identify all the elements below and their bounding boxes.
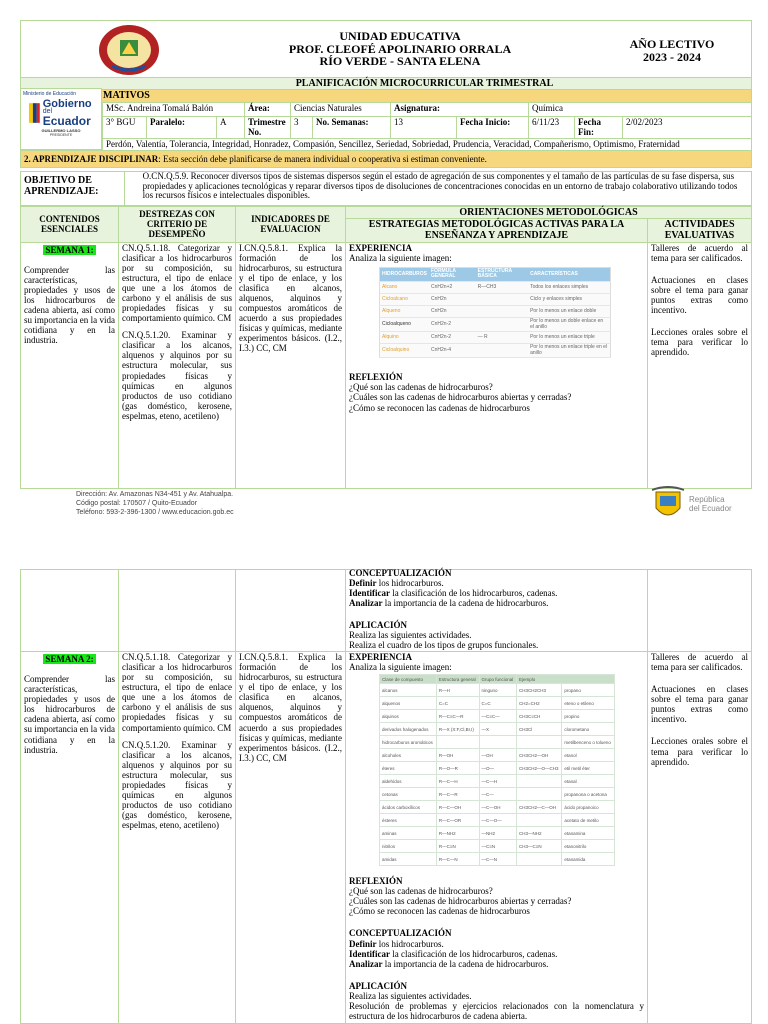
ministry-top: Ministerio de Educación bbox=[23, 91, 77, 97]
image-table-cell: etanonitrilo bbox=[562, 840, 615, 853]
school-logo bbox=[98, 24, 160, 76]
week2-strategies-cell bbox=[346, 652, 648, 1024]
image-table-header: HIDROCARBUROS bbox=[380, 267, 430, 281]
image-table-cell: C=C bbox=[436, 697, 479, 710]
footer-line: Dirección: Av. Amazonas N34-451 y Av. Atahualpa. bbox=[76, 491, 234, 498]
image-table-cell bbox=[479, 736, 517, 749]
activity-2: Actuaciones en clases sobre el tema para ganar puntos extras como incentivo. bbox=[651, 684, 748, 725]
image-table-cell: CH3CH2—OH bbox=[517, 749, 562, 762]
image-table-cell: hidrocarburos aromáticos bbox=[380, 736, 437, 749]
col-strategies: ESTRATEGIAS METODOLÓGICAS ACTIVAS PARA LA ENSEÑANZA Y APRENDIZAJE bbox=[346, 219, 648, 242]
image-table-cell: CH3—NH2 bbox=[517, 827, 562, 840]
image-table-row bbox=[380, 749, 615, 762]
week2-skills-cell bbox=[119, 652, 236, 1024]
image-table-cell: etanal bbox=[562, 775, 615, 788]
image-table-cell: CnH2n+2 bbox=[429, 281, 476, 293]
objective-label: OBJETIVO DE APRENDIZAJE: bbox=[21, 172, 125, 206]
reflection-q3: ¿Cómo se reconocen las cadenas de hidrocarburos bbox=[349, 402, 530, 413]
image-table-cell: propino bbox=[562, 710, 615, 723]
year-value: 2023 - 2024 bbox=[643, 49, 701, 64]
image-table-row bbox=[380, 710, 615, 723]
institution-line: RÍO VERDE - SANTA ELENA bbox=[319, 54, 481, 69]
ecuador-shield-icon bbox=[650, 486, 686, 524]
image-table-cell bbox=[476, 344, 528, 358]
empty-cell bbox=[236, 570, 346, 652]
image-table-cell: Cicloalquino bbox=[380, 344, 430, 358]
image-table-cell bbox=[517, 814, 562, 827]
image-table-cell: —C— bbox=[479, 788, 517, 801]
image-table-cell: Por lo menos un enlace triple bbox=[528, 332, 610, 344]
image-table-cell bbox=[436, 736, 479, 749]
image-table-cell: R—OH bbox=[436, 749, 479, 762]
area-value: Ciencias Naturales bbox=[291, 103, 391, 117]
activity-1: Talleres de acuerdo al tema para ser calificados. bbox=[651, 242, 748, 263]
image-table-cell: Por lo menos un doble enlace en el anillo bbox=[528, 317, 610, 331]
image-table-cell: CH3C≡CH bbox=[517, 710, 562, 723]
plan-table-3 bbox=[20, 569, 752, 1024]
image-table-row bbox=[380, 697, 615, 710]
image-table-cell bbox=[517, 736, 562, 749]
image-table-header: CARACTERÍSTICAS bbox=[528, 267, 610, 281]
image-table-cell: etil metil éter bbox=[562, 762, 615, 775]
week1-activities-cell bbox=[648, 242, 752, 488]
image-table-cell bbox=[517, 853, 562, 866]
quarter-value: 3 bbox=[291, 117, 313, 139]
week1-skills-cell bbox=[119, 242, 236, 488]
subject-value: Química bbox=[529, 103, 752, 117]
functional-groups-image bbox=[379, 674, 615, 866]
week1-indicator: I.CN.Q.5.8.1. Explica la formación de los hidrocarburos, su estructura y el tipo de enlace, y los clasifica en alcanos, alquenos, alquinos y compuestos aromáticos de acuerdo a sus propiedades físicas y químicas, mediante experimentos básicos. (I.2., I.3.) CC, CM bbox=[236, 242, 346, 488]
image-table-row bbox=[380, 814, 615, 827]
reflection-q2: ¿Cuáles son las cadenas de hidrocarburos abiertas y cerradas? bbox=[349, 392, 572, 403]
conceptualization-label: CONCEPTUALIZACIÓN bbox=[349, 568, 452, 578]
footer-line: Código postal: 170507 / Quito-Ecuador bbox=[76, 499, 198, 507]
reflection-q3: ¿Cómo se reconocen las cadenas de hidrocarburos bbox=[349, 906, 530, 917]
image-table-row bbox=[380, 684, 615, 697]
image-table-cell: alcanos bbox=[380, 684, 437, 697]
image-table-header: ESTRUCTURA BÁSICA bbox=[476, 267, 528, 281]
plan-table-2 bbox=[20, 171, 752, 489]
image-table-cell: Alquino bbox=[380, 332, 430, 344]
image-table-cell: aminas bbox=[380, 827, 437, 840]
ecuador-text: Ecuador bbox=[42, 114, 91, 129]
image-table-cell: clorometano bbox=[562, 723, 615, 736]
image-table-cell: R—C≡N bbox=[436, 840, 479, 853]
image-table-cell: CH3—C≡N bbox=[517, 840, 562, 853]
define-text: los hidrocarburos. bbox=[376, 938, 444, 949]
image-table-cell: Cicloalcano bbox=[380, 293, 430, 305]
image-table-cell: —X bbox=[479, 723, 517, 736]
image-table-cell: alcoholes bbox=[380, 749, 437, 762]
conceptualization-label: CONCEPTUALIZACIÓN bbox=[349, 928, 452, 939]
image-table-cell: eteno o etileno bbox=[562, 697, 615, 710]
ministry-logo bbox=[20, 88, 102, 150]
institution-name bbox=[250, 30, 550, 68]
image-table-cell: ninguno bbox=[479, 684, 517, 697]
teacher-name: MSc. Andreina Tomalá Balón bbox=[103, 103, 245, 117]
analyze-bold: Analizar bbox=[349, 958, 383, 969]
application-line: Resolución de problemas y ejercicios relacionados con la nomenclatura y estructura de los hidrocarburos de cadena abierta. bbox=[349, 1000, 644, 1022]
analyze-text: la importancia de la cadena de hidrocarburos. bbox=[382, 598, 549, 609]
plan-table-1 bbox=[20, 77, 752, 168]
ecuador-flag-icon bbox=[27, 101, 41, 125]
image-table-cell: etanamina bbox=[562, 827, 615, 840]
image-table-cell: R—C—OR bbox=[436, 814, 479, 827]
image-table-cell: R—C—OH bbox=[436, 801, 479, 814]
col-orientations: ORIENTACIONES METODOLÓGICAS bbox=[346, 207, 752, 219]
define-bold: Definir bbox=[349, 938, 377, 949]
image-table-cell bbox=[476, 293, 528, 305]
page-title: PLANIFICACIÓN MICROCURRICULAR TRIMESTRAL bbox=[21, 78, 752, 90]
application-line: Realiza las siguientes actividades. bbox=[349, 990, 472, 1001]
experience-text: Analiza la siguiente imagen: bbox=[349, 252, 452, 263]
image-table-cell: metilbenceno o tolueno bbox=[562, 736, 615, 749]
image-table-row bbox=[380, 317, 611, 331]
empty-cell bbox=[648, 570, 752, 652]
image-table-row bbox=[380, 344, 611, 358]
image-table-header: Estructura general bbox=[436, 675, 479, 684]
image-table-cell: alquinos bbox=[380, 710, 437, 723]
activity-1: Talleres de acuerdo al tema para ser calificados. bbox=[651, 652, 748, 673]
reflection-label: REFLEXIÓN bbox=[349, 372, 403, 383]
image-table-cell: —C—N bbox=[479, 853, 517, 866]
image-table-cell: R—H bbox=[436, 684, 479, 697]
image-table-cell: —C—H bbox=[479, 775, 517, 788]
image-table-row bbox=[380, 332, 611, 344]
image-table-row bbox=[380, 281, 611, 293]
image-table-cell: propano bbox=[562, 684, 615, 697]
image-table-cell: cetonas bbox=[380, 788, 437, 801]
image-table-cell: R—X (X:F,Cl,Br,I) bbox=[436, 723, 479, 736]
experience-label: EXPERIENCIA bbox=[349, 652, 413, 662]
identify-bold: Identificar bbox=[349, 588, 390, 599]
quarter-label: Trimestre No. bbox=[245, 117, 291, 139]
reflection-q2: ¿Cuáles son las cadenas de hidrocarburos abiertas y cerradas? bbox=[349, 896, 572, 907]
experience-label: EXPERIENCIA bbox=[349, 242, 413, 253]
image-table-cell bbox=[517, 775, 562, 788]
institution-line: PROF. CLEOFÉ APOLINARIO ORRALA bbox=[288, 41, 512, 56]
image-table-cell: R—CH3 bbox=[476, 281, 528, 293]
image-table-cell: —O— bbox=[479, 762, 517, 775]
week1-skill-1: CN.Q.5.1.18. Categorizar y clasificar a los hidrocarburos por su composición, su estructura, el tipo de enlace que une a los átomos de carbono y el análisis de sus propiedades físicas y su comportamiento químico. CM bbox=[122, 242, 232, 324]
del-text: del bbox=[42, 108, 53, 116]
image-table-cell: —NH2 bbox=[479, 827, 517, 840]
image-table-cell: —C—OH bbox=[479, 801, 517, 814]
image-table-row bbox=[380, 827, 615, 840]
learning-label: 2. APRENDIZAJE DISCIPLINAR bbox=[24, 154, 159, 165]
image-table-row bbox=[380, 293, 611, 305]
image-table-cell: CH3Cl bbox=[517, 723, 562, 736]
image-table-cell: R—C≡C—R bbox=[436, 710, 479, 723]
image-table-cell: amidas bbox=[380, 853, 437, 866]
ministry-sub: GUILLERMO LASSO bbox=[41, 127, 81, 133]
image-table-cell: etanol bbox=[562, 749, 615, 762]
image-table-cell: R—O—R bbox=[436, 762, 479, 775]
application-line: Realiza las siguientes actividades. bbox=[349, 630, 472, 641]
week2-indicator: I.CN.Q.5.8.1. Explica la formación de los hidrocarburos, su estructura y el tipo de enlace, y los clasifica en alcanos, alquenos, alquinos y compuestos aromáticos de acuerdo a sus propiedades físicas y químicas, mediante experimentos básicos. (I.2., I.3.) CC, CM bbox=[236, 652, 346, 1024]
col-activities: ACTIVIDADES EVALUATIVAS bbox=[648, 219, 752, 242]
image-table-cell: — R bbox=[476, 332, 528, 344]
image-table-row bbox=[380, 801, 615, 814]
image-table-cell: Alcano bbox=[380, 281, 430, 293]
weeks-label: No. Semanas: bbox=[313, 117, 391, 139]
image-table-row bbox=[380, 723, 615, 736]
image-table-cell bbox=[476, 317, 528, 331]
image-table-cell: ácidos carboxílicos bbox=[380, 801, 437, 814]
col-contents: CONTENIDOS ESENCIALES bbox=[21, 207, 119, 243]
weeks-value: 13 bbox=[391, 117, 457, 139]
image-table-cell: Por lo menos un enlace triple en el anillo bbox=[528, 344, 610, 358]
image-table-cell: CH3CH2—O—CH3 bbox=[517, 762, 562, 775]
end-date-label: Fecha Fin: bbox=[575, 117, 623, 139]
week2-label: SEMANA 2: bbox=[45, 654, 94, 664]
footer-address bbox=[76, 491, 234, 517]
activity-3: Lecciones orales sobre el tema para verificar lo aprendido. bbox=[651, 736, 748, 767]
school-year bbox=[612, 38, 732, 63]
subject-label: Asignatura: bbox=[391, 103, 529, 117]
week2-activities-cell bbox=[648, 652, 752, 1024]
end-date-value: 2/02/2023 bbox=[623, 117, 752, 139]
gobierno-text: Gobierno bbox=[42, 98, 92, 110]
reflection-q1: ¿Qué son las cadenas de hidrocarburos? bbox=[349, 382, 493, 393]
values-text: Perdón, Valentía, Tolerancia, Integridad, Honradez, Compasión, Sencillez, Seriedad, Sobriedad, Prudencia, Veracidad, Compañerismo, Optimismo, Fraternidad bbox=[103, 139, 752, 151]
reflection-label: REFLEXIÓN bbox=[349, 876, 403, 887]
image-table-cell: —C≡N bbox=[479, 840, 517, 853]
image-table-cell: ésteres bbox=[380, 814, 437, 827]
col-indicators: INDICADORES DE EVALUACION bbox=[236, 207, 346, 243]
image-table-cell: C=C bbox=[479, 697, 517, 710]
image-table-cell: propanona o acetona bbox=[562, 788, 615, 801]
start-date-value: 6/11/23 bbox=[529, 117, 575, 139]
week2-content: Comprender las características, propiedades y usos de los hidrocarburos de cadena abierta, así como su importancia en la vida cotidiana y en la industria. bbox=[24, 674, 115, 755]
image-table-cell: CH3CH2CH3 bbox=[517, 684, 562, 697]
objective-text: O.CN.Q.5.9. Reconocer diversos tipos de sistemas dispersos según el estado de agregación de sus componentes y el tamaño de las partículas de su fase dispersa, sus propiedades y aplicaciones tecnológicas y reparar diversos tipos de disoluciones de concentraciones conocidas en un entorno de trabajo colaborativo utilizando todos los recursos físicos e intelectuales disponibles. bbox=[124, 172, 751, 206]
footer-line: Teléfono: 593-2-396-1300 / www.educacion.gob.ec bbox=[76, 508, 234, 516]
week2-skill-2: CN.Q.5.1.20. Examinar y clasificar a los alcanos, alquenos y alquinos por su estructura molecular, sus propiedades físicas y químicas en algunos productos de uso cotidiano (gas doméstico, kerosene, espelmas, eteno, acetileno) bbox=[122, 739, 232, 831]
image-table-cell: CH3CH2—C—OH bbox=[517, 801, 562, 814]
empty-cell bbox=[119, 570, 236, 652]
week1-label: SEMANA 1: bbox=[45, 244, 94, 255]
image-table-cell: CnH2n-4 bbox=[429, 344, 476, 358]
image-table-cell: Alqueno bbox=[380, 305, 430, 317]
image-table-cell: aldehídos bbox=[380, 775, 437, 788]
image-table-row bbox=[380, 736, 615, 749]
image-table-cell: derivados halogenados bbox=[380, 723, 437, 736]
image-table-header: Ejemplo bbox=[517, 675, 615, 684]
identify-bold: Identificar bbox=[349, 948, 390, 959]
learning-text: : Esta sección debe planificarse de manera individual o cooperativa si estiman conveniente. bbox=[158, 154, 487, 165]
image-table-header: Clase de compuesto bbox=[380, 675, 437, 684]
image-table-cell: Por lo menos un enlace doble bbox=[528, 305, 610, 317]
image-table-cell: acetato de metilo bbox=[562, 814, 615, 827]
image-table-cell: R—NH2 bbox=[436, 827, 479, 840]
image-table-cell: R—C—R bbox=[436, 788, 479, 801]
define-bold: Definir bbox=[349, 578, 377, 589]
empty-cell bbox=[21, 570, 119, 652]
image-table-cell: Cicloalqueno bbox=[380, 317, 430, 331]
analyze-text: la importancia de la cadena de hidrocarburos. bbox=[382, 958, 549, 969]
image-table-cell: ácido propanoico bbox=[562, 801, 615, 814]
course-value: 3° BGU bbox=[103, 117, 147, 139]
define-text: los hidrocarburos. bbox=[376, 578, 444, 589]
image-table-cell: —OH bbox=[479, 749, 517, 762]
republic-logo bbox=[650, 486, 750, 528]
image-table-row bbox=[380, 853, 615, 866]
image-table-cell: R—C—H bbox=[436, 775, 479, 788]
image-table-cell: éteres bbox=[380, 762, 437, 775]
image-table-cell: CnH2n-2 bbox=[429, 332, 476, 344]
image-table-cell bbox=[517, 788, 562, 801]
application-label: APLICACIÓN bbox=[349, 980, 408, 991]
image-table-row bbox=[380, 840, 615, 853]
image-table-header: Grupo funcional bbox=[479, 675, 517, 684]
image-table-cell: CnH2n bbox=[429, 293, 476, 305]
image-table-cell: nitrilos bbox=[380, 840, 437, 853]
application-label: APLICACIÓN bbox=[349, 620, 408, 631]
learning-section bbox=[21, 151, 752, 168]
image-table-cell: CnH2n bbox=[429, 305, 476, 317]
col-skills: DESTREZAS CON CRITERIO DE DESEMPEÑO bbox=[119, 207, 236, 243]
area-label: Área: bbox=[245, 103, 291, 117]
application-line: Realiza el cuadro de los tipos de grupos funcionales. bbox=[349, 640, 539, 651]
image-table-cell: Ciclo y enlaces simples bbox=[528, 293, 610, 305]
image-table-cell: alquenos bbox=[380, 697, 437, 710]
week2-skill-1: CN.Q.5.1.18. Categorizar y clasificar a los hidrocarburos por su composición, su estructura, el tipo de enlace que une a los átomos de carbono y el análisis de sus propiedades físicas y su comportamiento químico. CM bbox=[122, 652, 232, 733]
year-label: AÑO LECTIVO bbox=[629, 37, 715, 51]
image-table-cell bbox=[476, 305, 528, 317]
image-table-cell: Todos los enlaces simples bbox=[528, 281, 610, 293]
image-table-cell: CnH2n-2 bbox=[429, 317, 476, 331]
republic-text: República bbox=[689, 495, 725, 505]
image-table-row bbox=[380, 775, 615, 788]
week1-content-cell bbox=[21, 242, 119, 488]
identify-text: la clasificación de los hidrocarburos, cadenas. bbox=[390, 948, 558, 959]
page2-strategies-top bbox=[346, 570, 648, 652]
parallel-value: A bbox=[217, 117, 245, 139]
experience-text: Analiza la siguiente imagen: bbox=[349, 662, 452, 673]
image-table-cell: CH2=CH2 bbox=[517, 697, 562, 710]
week1-skill-2: CN.Q.5.1.20. Examinar y clasificar a los alcanos, alquenos y alquinos por su estructura molecular, sus propiedades físicas y químicas en algunos productos de uso cotidiano (gas doméstico, kerosene, espelmas, eteno, acetileno) bbox=[122, 330, 232, 421]
week1-content: Comprender las características, propiedades y usos de los hidrocarburos de cadena abierta, así como su importancia en la vida cotidiana y en la industria. bbox=[24, 264, 115, 346]
image-table-row bbox=[380, 788, 615, 801]
image-table-cell: —C≡C— bbox=[479, 710, 517, 723]
image-table-row bbox=[380, 305, 611, 317]
institution-line: UNIDAD EDUCATIVA bbox=[339, 29, 461, 43]
info-section-title: MATIVOS bbox=[21, 90, 752, 103]
image-table-header: FÓRMULA GENERAL bbox=[429, 267, 476, 281]
analyze-bold: Analizar bbox=[349, 598, 383, 609]
ecuador-text: del Ecuador bbox=[689, 504, 732, 513]
activity-3: Lecciones orales sobre el tema para verificar lo aprendido. bbox=[651, 327, 748, 358]
week1-strategies-cell bbox=[346, 242, 648, 488]
image-table-cell: R—C—N bbox=[436, 853, 479, 866]
start-date-label: Fecha Inicio: bbox=[457, 117, 529, 139]
activity-2: Actuaciones en clases sobre el tema para ganar puntos extras como incentivo. bbox=[651, 274, 748, 315]
parallel-label: Paralelo: bbox=[147, 117, 217, 139]
image-table-row bbox=[380, 762, 615, 775]
image-table-cell: etanamida bbox=[562, 853, 615, 866]
identify-text: la clasificación de los hidrocarburos, cadenas. bbox=[390, 588, 558, 599]
week2-content-cell bbox=[21, 652, 119, 1024]
hydrocarbons-image bbox=[379, 267, 611, 359]
reflection-q1: ¿Qué son las cadenas de hidrocarburos? bbox=[349, 886, 493, 897]
ministry-sub2: PRESIDENTE bbox=[49, 132, 73, 137]
image-table-cell: —C—O— bbox=[479, 814, 517, 827]
